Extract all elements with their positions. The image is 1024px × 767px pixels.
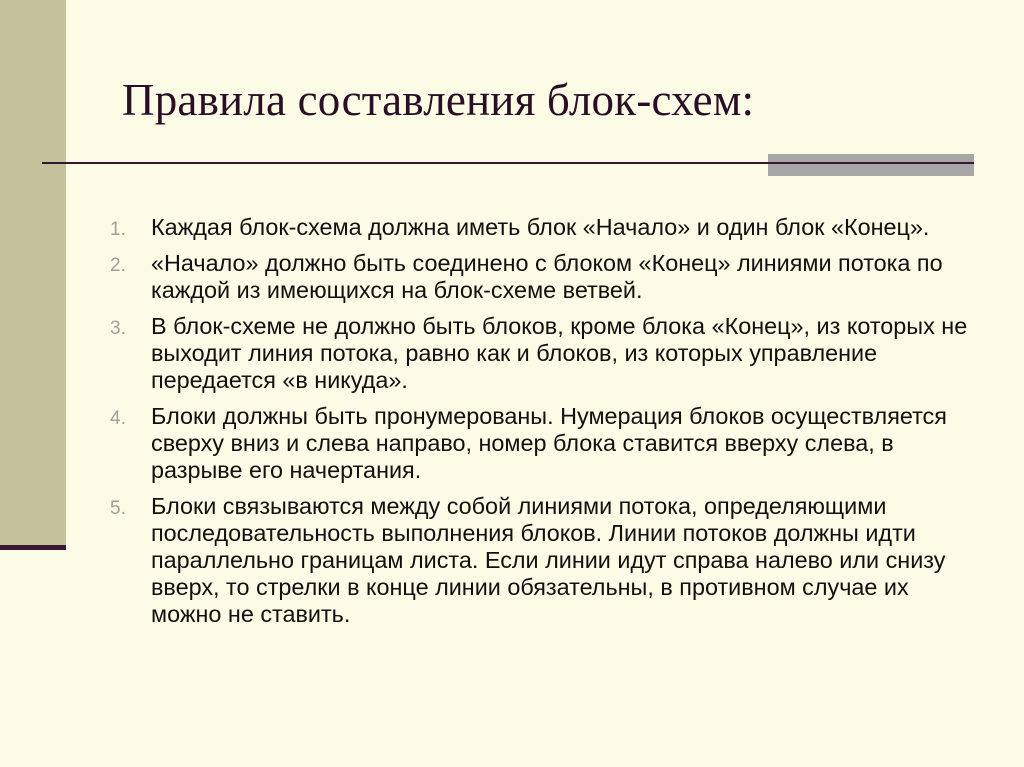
- list-item-text: «Начало» должно быть соединено с блоком «Конец» линиями потока по каждой из имеющихся на блок-схеме ветвей.: [151, 250, 943, 303]
- rules-list: [110, 214, 970, 637]
- list-item: [110, 250, 970, 304]
- left-decorative-bar: [0, 0, 66, 545]
- list-item: [110, 403, 970, 484]
- list-item-number: 1.: [110, 219, 126, 240]
- left-bar-underline: [0, 545, 66, 550]
- slide-title: Правила составления блок-схем:: [122, 75, 755, 125]
- list-item-text: В блок-схеме не должно быть блоков, кроме блока «Конец», из которых не выходит линия потока, равно как и блоков, из которых управление передается «в никуда».: [151, 313, 968, 393]
- list-item-text: Блоки связываются между собой линиями потока, определяющими последовательность выполнения блоков. Линии потоков должны идти параллельно границам листа. Если линии идут справа налево или снизу вверх, то стрелки в конце линии обязательны, в противном случае их можно не ставить.: [151, 493, 946, 627]
- list-item: [110, 313, 970, 394]
- list-item-number: 2.: [110, 255, 126, 276]
- list-item: [110, 214, 970, 241]
- list-item-number: 5.: [110, 498, 126, 519]
- list-item: [110, 493, 970, 628]
- list-item-text: Блоки должны быть пронумерованы. Нумерация блоков осуществляется сверху вниз и слева направо, номер блока ставится вверху слева, в разрыве его начертания.: [151, 403, 947, 483]
- list-item-number: 4.: [110, 408, 126, 429]
- title-divider-accent-top: [768, 154, 974, 162]
- title-divider-accent-bottom: [768, 164, 974, 176]
- list-item-text: Каждая блок-схема должна иметь блок «Начало» и один блок «Конец».: [151, 214, 930, 240]
- list-item-number: 3.: [110, 318, 126, 339]
